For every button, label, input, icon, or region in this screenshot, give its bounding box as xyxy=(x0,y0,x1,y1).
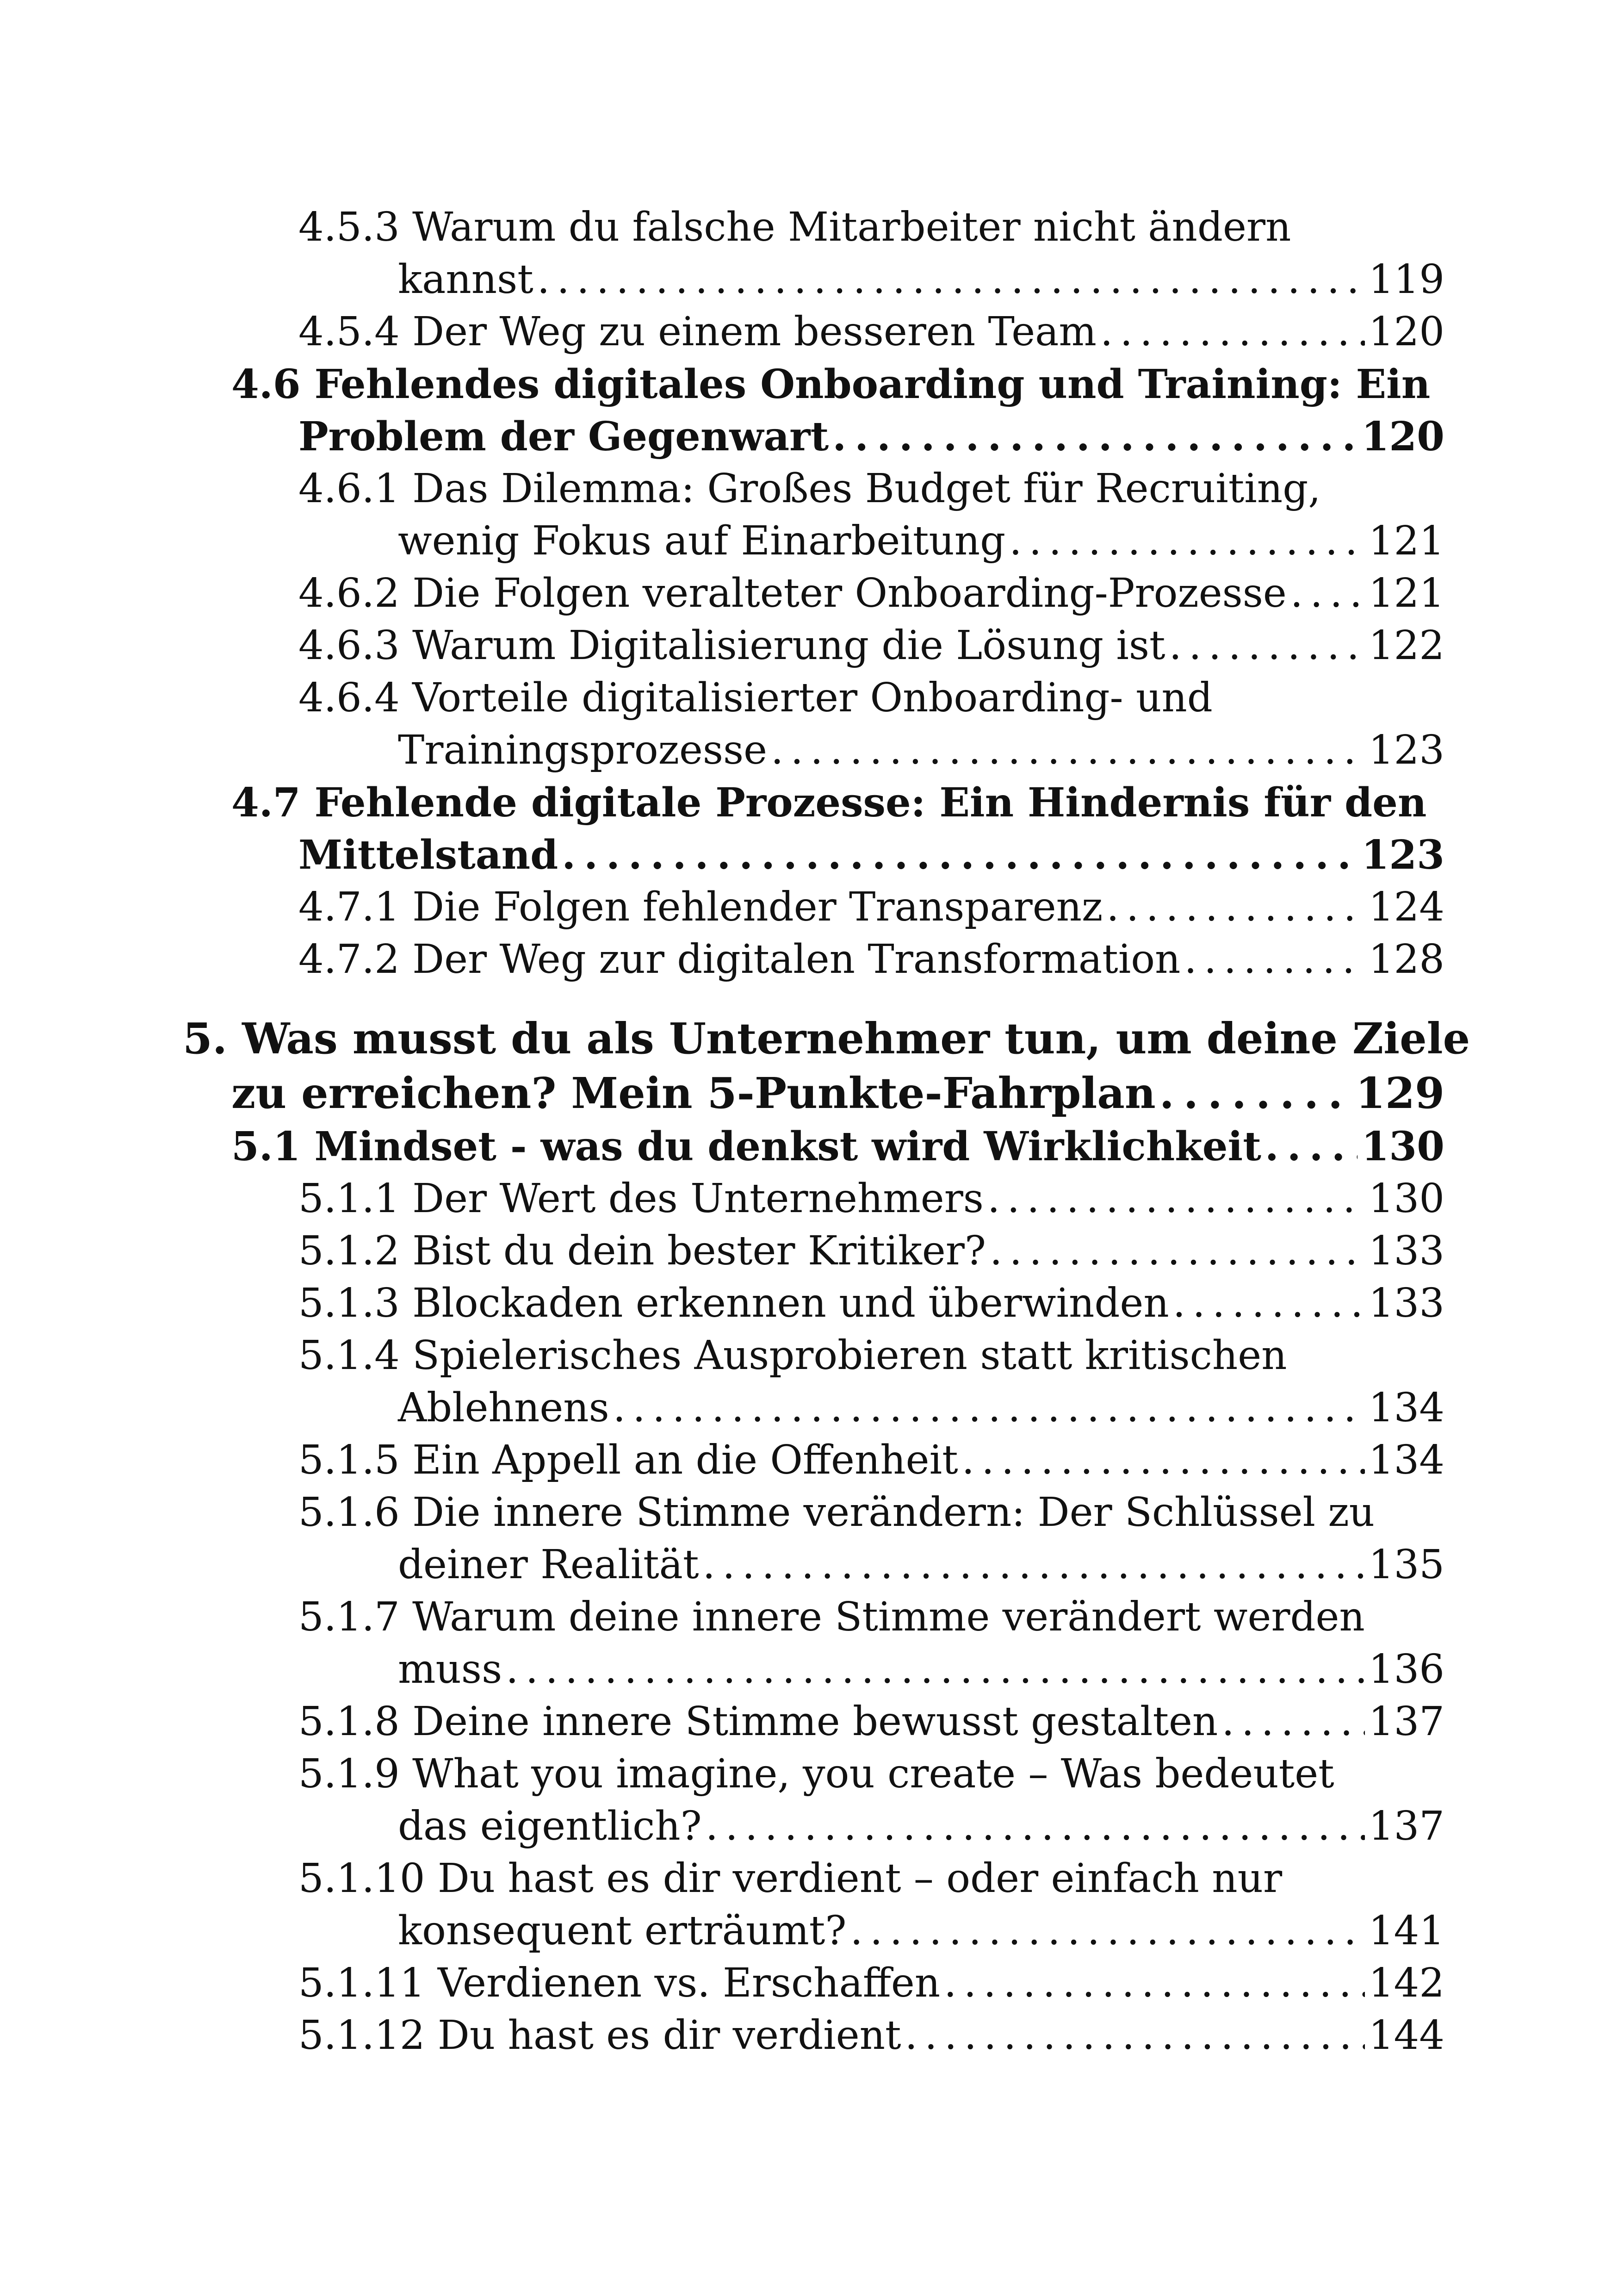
toc-page-number: 123 xyxy=(1361,832,1444,878)
toc-entry xyxy=(298,933,1444,986)
toc-entry-line xyxy=(298,1225,1444,1277)
toc-entry-title: 5.1.11 Verdienen vs. Erschaffen xyxy=(298,1960,941,2006)
toc-entry-title: Ablehnens xyxy=(398,1385,609,1431)
toc-entry xyxy=(298,463,1444,567)
dot-leader xyxy=(1173,1277,1365,1330)
toc-entry-title: 4.6.3 Warum Digitalisierung die Lösung ist xyxy=(298,622,1165,669)
toc-entry xyxy=(298,1487,1444,1591)
dot-leader xyxy=(1184,933,1364,986)
toc-page-number: 119 xyxy=(1368,256,1444,303)
toc-entry xyxy=(298,1853,1444,1957)
toc-entry xyxy=(298,1330,1444,1434)
toc-entry-title: 4.6.1 Das Dilemma: Großes Budget für Recruiting, xyxy=(298,466,1321,512)
toc-entry-line xyxy=(298,933,1444,986)
toc-entry-line xyxy=(298,1487,1444,1539)
dot-leader xyxy=(990,1225,1365,1277)
toc-entry xyxy=(231,777,1444,881)
toc-entry-line xyxy=(298,1434,1444,1487)
toc-entry xyxy=(298,306,1444,358)
toc-page-number: 137 xyxy=(1368,1699,1444,1745)
toc-page-number: 123 xyxy=(1368,727,1444,773)
toc-page-number: 130 xyxy=(1361,1123,1444,1170)
toc-entry-line xyxy=(298,1800,1444,1853)
toc-entry-title: 4.7.2 Der Weg zur digitalen Transformation xyxy=(298,936,1181,983)
toc-page-number: 134 xyxy=(1368,1385,1444,1431)
dot-leader xyxy=(1265,1120,1358,1173)
toc-entry-title: Trainingsprozesse xyxy=(398,727,768,773)
toc-entry-title: 5.1.9 What you imagine, you create – Was bedeutet xyxy=(298,1751,1334,1797)
dot-leader xyxy=(850,1905,1364,1957)
toc-entry-title: wenig Fokus auf Einarbeitung xyxy=(398,518,1006,564)
toc-entry-line xyxy=(298,567,1444,620)
toc-entry-title: 4.6 Fehlendes digitales Onboarding und Training: Ein xyxy=(231,361,1431,408)
toc-entry xyxy=(231,358,1444,463)
toc-entry-line xyxy=(298,463,1444,515)
toc-page-number: 144 xyxy=(1368,2012,1444,2059)
toc-entry-line xyxy=(298,2010,1444,2062)
toc-entry-line xyxy=(231,358,1444,411)
dot-leader xyxy=(562,829,1358,881)
toc-page-number: 141 xyxy=(1368,1908,1444,1954)
dot-leader xyxy=(962,1434,1365,1487)
toc-entry-line xyxy=(231,1120,1444,1173)
toc-entry-line xyxy=(183,1011,1470,1066)
dot-leader xyxy=(1100,306,1365,358)
dot-leader xyxy=(905,2010,1365,2062)
toc-entry xyxy=(298,620,1444,672)
toc-page-number: 128 xyxy=(1368,936,1444,983)
dot-leader xyxy=(944,1957,1365,2010)
toc-page-number: 136 xyxy=(1368,1646,1444,1692)
toc-entry-line xyxy=(298,1591,1444,1643)
toc-entry-title: 5.1.8 Deine innere Stimme bewusst gestalten xyxy=(298,1699,1218,1745)
toc-page-number: 133 xyxy=(1368,1280,1444,1326)
toc-entry-title: kannst xyxy=(398,256,533,303)
toc-page-number: 134 xyxy=(1368,1437,1444,1483)
toc-entry-title: 4.7 Fehlende digitale Prozesse: Ein Hindernis für den xyxy=(231,779,1427,826)
toc-entry xyxy=(183,1011,1470,1120)
toc-entry xyxy=(298,881,1444,933)
toc-entry-line xyxy=(298,1539,1444,1591)
dot-leader xyxy=(832,411,1358,463)
toc-entry xyxy=(298,1434,1444,1487)
toc-entry-title: 5.1.5 Ein Appell an die Offenheit xyxy=(298,1437,958,1483)
toc-page-number: 130 xyxy=(1368,1176,1444,1222)
toc-page-number: 124 xyxy=(1368,884,1444,930)
toc-entry-title: 5.1.2 Bist du dein bester Kritiker? xyxy=(298,1228,986,1274)
toc-entry xyxy=(298,672,1444,777)
toc-entry xyxy=(298,1173,1444,1225)
dot-leader xyxy=(537,254,1365,306)
toc-entry-title: 5.1.6 Die innere Stimme verändern: Der Schlüssel zu xyxy=(298,1489,1375,1536)
dot-leader xyxy=(1106,881,1364,933)
toc-entry-title: 4.7.1 Die Folgen fehlender Transparenz xyxy=(298,884,1103,930)
toc-entry xyxy=(298,1225,1444,1277)
toc-entry-title: zu erreichen? Mein 5-Punkte-Fahrplan xyxy=(231,1068,1156,1118)
table-of-contents xyxy=(0,201,1618,2062)
toc-entry xyxy=(298,1748,1444,1853)
dot-leader xyxy=(706,1800,1365,1853)
dot-leader xyxy=(613,1382,1365,1434)
toc-entry-title: 5.1.12 Du hast es dir verdient xyxy=(298,2012,901,2059)
dot-leader xyxy=(506,1643,1365,1696)
toc-entry-line xyxy=(298,1643,1444,1696)
dot-leader xyxy=(1169,620,1365,672)
toc-entry-title: 5. Was musst du als Unternehmer tun, um deine Ziele xyxy=(183,1014,1470,1064)
toc-entry-line xyxy=(298,1382,1444,1434)
toc-entry-title: 4.6.4 Vorteile digitalisierter Onboarding- und xyxy=(298,675,1213,721)
toc-entry xyxy=(298,567,1444,620)
toc-entry-title: muss xyxy=(398,1646,502,1692)
toc-entry-line xyxy=(298,724,1444,777)
toc-entry-line xyxy=(298,1330,1444,1382)
toc-page-number: 135 xyxy=(1368,1542,1444,1588)
toc-entry-line xyxy=(298,515,1444,567)
toc-entry-line xyxy=(298,1957,1444,2010)
dot-leader xyxy=(987,1173,1365,1225)
toc-entry-title: deiner Realität xyxy=(398,1542,699,1588)
toc-page-number: 142 xyxy=(1368,1960,1444,2006)
toc-entry-title: das eigentlich? xyxy=(398,1803,702,1849)
toc-entry-line xyxy=(298,1696,1444,1748)
toc-entry xyxy=(298,1277,1444,1330)
toc-entry-line xyxy=(298,620,1444,672)
toc-page-number: 133 xyxy=(1368,1228,1444,1274)
dot-leader xyxy=(1290,567,1365,620)
toc-page-number: 137 xyxy=(1368,1803,1444,1849)
toc-entry-title: 5.1.1 Der Wert des Unternehmers xyxy=(298,1176,984,1222)
dot-leader xyxy=(1009,515,1365,567)
toc-entry-title: Mittelstand xyxy=(298,832,558,878)
toc-entry-line xyxy=(231,777,1444,829)
toc-entry-title: 5.1.3 Blockaden erkennen und überwinden xyxy=(298,1280,1169,1326)
toc-entry xyxy=(298,1696,1444,1748)
dot-leader xyxy=(1221,1696,1365,1748)
toc-entry-line xyxy=(231,411,1444,463)
toc-page-number: 121 xyxy=(1368,518,1444,564)
toc-page-number: 120 xyxy=(1361,413,1444,460)
toc-entry-line xyxy=(231,829,1444,881)
dot-leader xyxy=(703,1539,1365,1591)
toc-entry-title: 5.1.4 Spielerisches Ausprobieren statt kritischen xyxy=(298,1332,1287,1379)
toc-entry-line xyxy=(298,1748,1444,1800)
toc-entry xyxy=(298,1591,1444,1696)
toc-page-number: 129 xyxy=(1355,1068,1444,1118)
toc-entry-line xyxy=(298,672,1444,724)
toc-page-number: 120 xyxy=(1368,309,1444,355)
toc-entry-title: 4.5.4 Der Weg zu einem besseren Team xyxy=(298,309,1097,355)
dot-leader xyxy=(771,724,1365,777)
toc-entry-title: 5.1 Mindset - was du denkst wird Wirklichkeit xyxy=(231,1123,1261,1170)
toc-entry-line xyxy=(298,1173,1444,1225)
toc-entry-title: Problem der Gegenwart xyxy=(298,413,829,460)
toc-entry-title: 4.6.2 Die Folgen veralteter Onboarding-Prozesse xyxy=(298,570,1287,616)
dot-leader xyxy=(1159,1066,1352,1120)
toc-entry-title: 5.1.10 Du hast es dir verdient – oder einfach nur xyxy=(298,1855,1283,1902)
toc-entry xyxy=(298,201,1444,306)
toc-entry xyxy=(231,1120,1444,1173)
toc-entry-title: 5.1.7 Warum deine innere Stimme verändert werden xyxy=(298,1594,1365,1640)
toc-entry-line xyxy=(298,1905,1444,1957)
toc-entry-line xyxy=(298,254,1444,306)
toc-entry-line xyxy=(298,1853,1444,1905)
toc-entry xyxy=(298,2010,1444,2062)
toc-entry-line xyxy=(298,1277,1444,1330)
toc-entry-line xyxy=(298,201,1444,254)
toc-entry-line xyxy=(183,1066,1444,1120)
toc-entry-title: konsequent erträumt? xyxy=(398,1908,847,1954)
toc-page-number: 122 xyxy=(1368,622,1444,669)
toc-page-number: 121 xyxy=(1368,570,1444,616)
toc-entry-title: 4.5.3 Warum du falsche Mitarbeiter nicht ändern xyxy=(298,204,1291,250)
toc-entry-line xyxy=(298,306,1444,358)
toc-entry-line xyxy=(298,881,1444,933)
toc-entry xyxy=(298,1957,1444,2010)
